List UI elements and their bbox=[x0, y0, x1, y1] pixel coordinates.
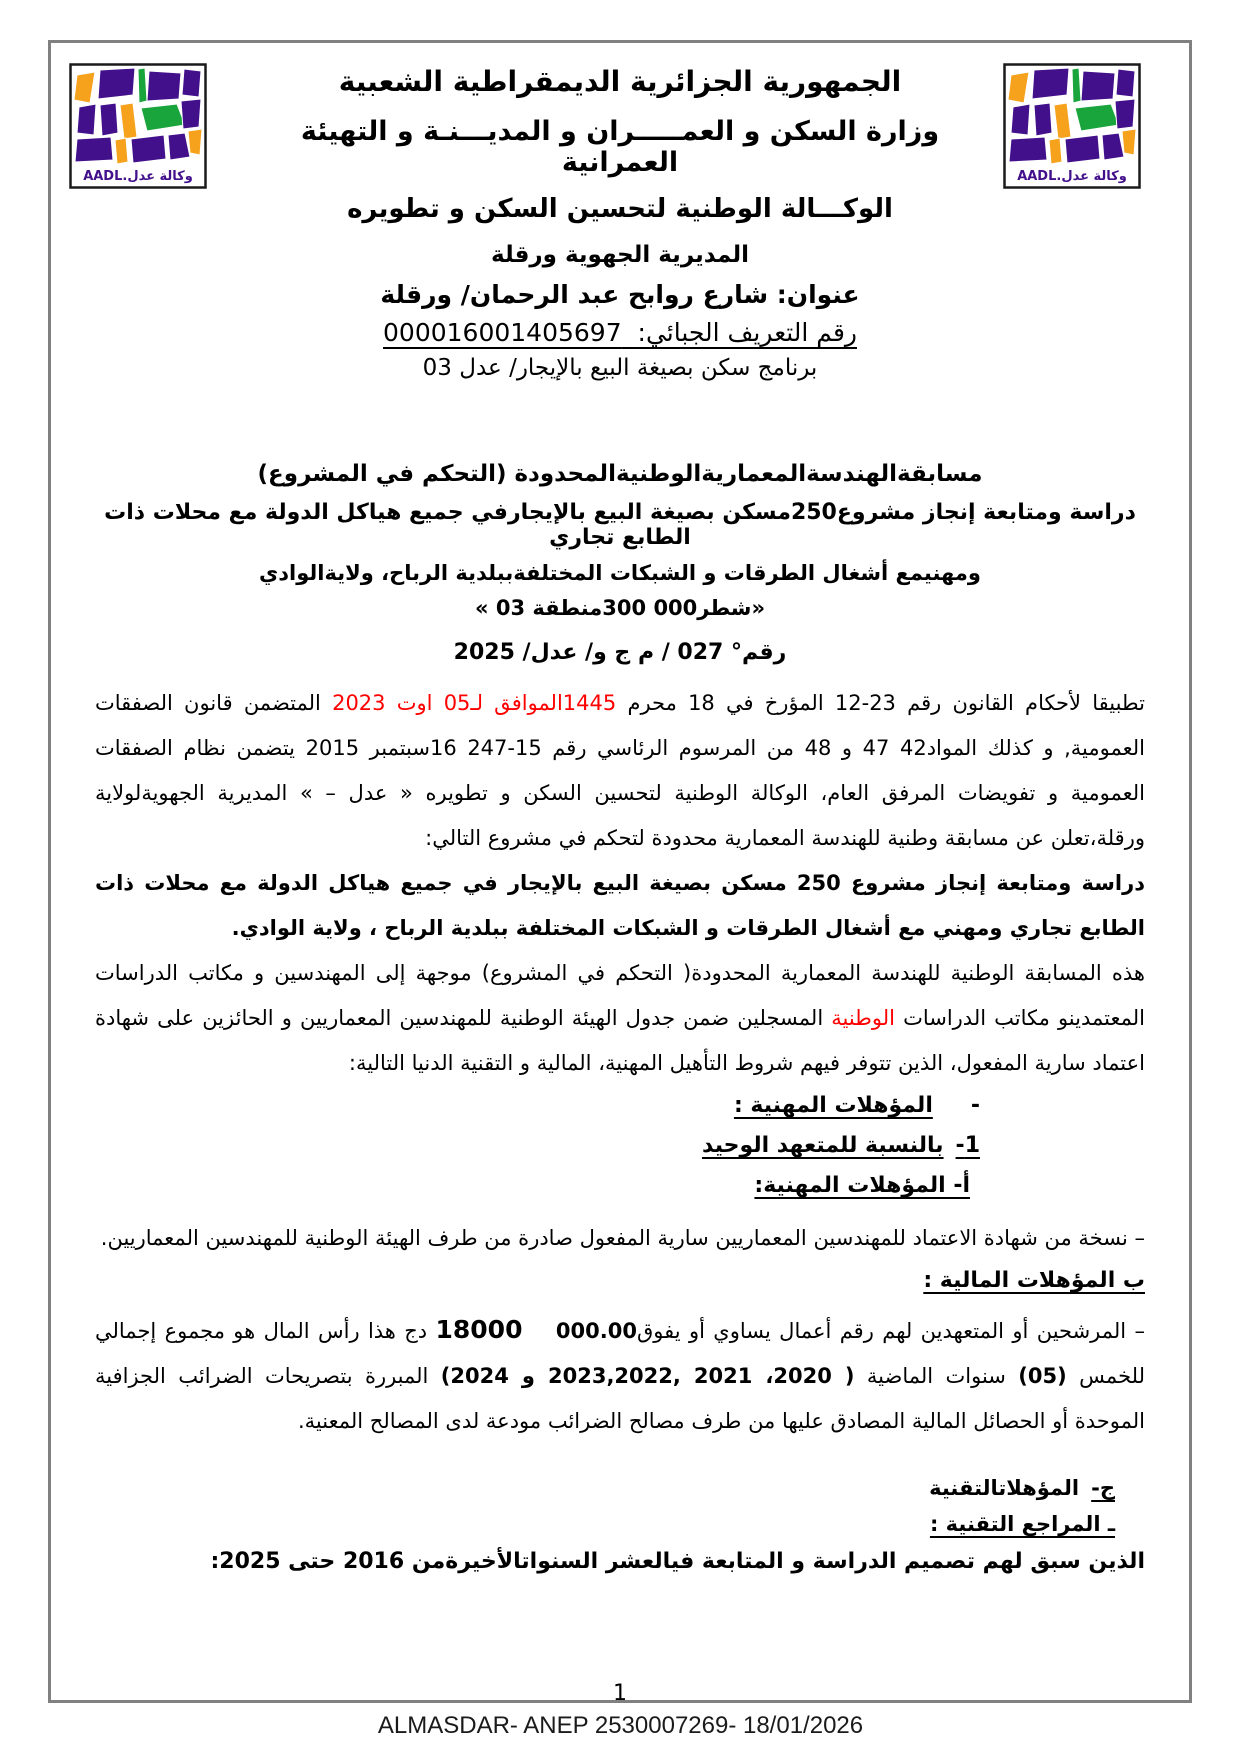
technical-section bbox=[95, 1470, 1145, 1582]
national-word-red: الوطنية bbox=[831, 1006, 895, 1030]
regional-directorate: المديرية الجهوية ورقلة bbox=[491, 242, 749, 268]
tax-id-line bbox=[245, 318, 995, 347]
sole-bidder-heading bbox=[95, 1126, 1145, 1166]
legal-intro-start: تطبيقا لأحكام القانون رقم 23-12 المؤرخ في 18 محرم bbox=[616, 691, 1145, 715]
section-b-heading bbox=[95, 1261, 1145, 1301]
document-border-frame bbox=[48, 40, 1192, 1703]
announcement-body bbox=[95, 681, 1145, 1582]
document-content bbox=[51, 43, 1189, 1703]
announcement-title-block bbox=[95, 461, 1145, 665]
sole-bidder-number: 1- bbox=[955, 1133, 980, 1158]
program-line: برنامج سكن بصيغة البيع بالإيجار/ عدل 03 bbox=[422, 355, 818, 381]
reference-number: رقم° 027 / م ج و/ عدل/ 2025 bbox=[453, 640, 787, 665]
turnover-clause-end: المبررة بتصريحات الضرائب الجزافية الموحدة أو الحصائل المالية المصادق عليها من طرف مصالح الضرائب مودعة لدى المصالح المعنية. bbox=[95, 1364, 1145, 1433]
tax-id-number: 000016001405697 bbox=[383, 318, 622, 347]
section-c-heading bbox=[95, 1470, 1145, 1506]
turnover-clause-start: – المرشحين أو المتعهدين لهم رقم أعمال يساوي أو يفوق bbox=[636, 1319, 1145, 1343]
legal-intro-paragraph bbox=[95, 681, 1145, 861]
aadl-logo-right bbox=[1003, 63, 1141, 189]
eligibility-start: هذه المسابقة الوطنية للهندسة المعمارية المحدودة( التحكم في المشروع) موجهة إلى المهندسين و مكاتب الدراسات المعتمدينو مكاتب الدراسات bbox=[95, 961, 1145, 1030]
project-subtitle-1: دراسة ومتابعة إنجاز مشروع250مسكن بصيغة البيع بالإيجارفي جميع هياكل الدولة مع محلات ذات الطابع تجاري bbox=[104, 500, 1136, 550]
amount-gap bbox=[522, 1319, 555, 1343]
section-c-mark: ج- bbox=[1091, 1476, 1115, 1500]
bullet-dash: - bbox=[970, 1093, 980, 1118]
tax-id-label: رقم التعريف الجبائي: bbox=[637, 318, 857, 347]
professional-qualifications-heading bbox=[95, 1086, 1145, 1126]
eligibility-paragraph bbox=[95, 951, 1145, 1086]
ministry-title: وزارة السكن و العمـــــران و المديـــنـة و التهيئة العمرانية bbox=[300, 116, 940, 178]
legal-intro-rest: المتضمن قانون الصفقات العمومية, و كذلك المواد42 47 و 48 من المرسوم الرئاسي رقم 15-247 16سبتمبر 2015 يتضمن نظام الصفقات العمومية و تفويضات المرفق العام، الوكالة الوطنية لتحسين السكن و تطويره « عدل – » المديرية الجهويةلولاية ورقلة،تعلن عن مسابقة وطنية للهندسة المعمارية محدودة لتحكم في مشروع التالي: bbox=[95, 691, 1145, 850]
section-a-label: أ- المؤهلات المهنية: bbox=[754, 1173, 970, 1198]
financial-requirement-paragraph bbox=[95, 1307, 1145, 1444]
eligibility-rest: المسجلين ضمن جدول الهيئة الوطنية للمهندسين المعماريين و الحائزين على شهادة اعتماد سارية المفعول، الذين تتوفر فيهم شروط التأهيل المهنية، المالية و التقنية الدنيا التالية: bbox=[95, 1006, 1145, 1075]
address-line: عنوان: شارع روابح عبد الرحمان/ ورقلة bbox=[380, 280, 860, 309]
technical-references-heading bbox=[95, 1506, 1145, 1542]
technical-references-criteria: الذين سبق لهم تصميم الدراسة و المتابعة فيالعشر السنواتالأخيرةمن 2016 حتى 2025: bbox=[210, 1549, 1145, 1574]
technical-references-label: ـ المراجع التقنية : bbox=[929, 1512, 1115, 1536]
turnover-amount-thousands: 18000 bbox=[435, 1315, 523, 1344]
competition-title: مسابقةالهندسةالمعماريةالوطنيةالمحدودة (التحكم في المشروع) bbox=[257, 461, 983, 487]
section-a-heading bbox=[95, 1166, 1145, 1206]
project-description-paragraph: دراسة ومتابعة إنجاز مشروع 250 مسكن بصيغة البيع بالإيجار في جميع هياكل الدولة مع محلات ذات الطابع تجاري ومهني مع أشغال الطرقات و الشبكات المختلفة ببلدية الرباح ، ولاية الوادي. bbox=[95, 871, 1145, 940]
turnover-clause-mid2: سنوات الماضية bbox=[854, 1364, 1019, 1388]
project-subtitle-2: ومهنيمع أشغال الطرقات و الشبكات المختلفةببلدية الرباح، ولايةالوادي bbox=[259, 561, 981, 585]
accreditation-requirement-paragraph: – نسخة من شهادة الاعتماد للمهندسين المعماريين سارية المفعول صادرة من طرف الهيئة الوطنية للمهندسين المعماريين. bbox=[100, 1226, 1145, 1250]
aadl-logo-caption: وكالة عدل.AADL bbox=[1017, 169, 1127, 184]
section-b-label: ب المؤهلات المالية : bbox=[923, 1268, 1145, 1293]
letterhead bbox=[245, 65, 995, 381]
years-list: ( 2020، 2021 ,2023,2022 و 2024) bbox=[440, 1364, 855, 1388]
sole-bidder-label: بالنسبة للمتعهد الوحيد bbox=[701, 1133, 944, 1158]
turnover-amount-decimals: 000.00 bbox=[555, 1319, 637, 1343]
republic-title: الجمهورية الجزائرية الديمقراطية الشعبية bbox=[338, 65, 902, 98]
aadl-logo-left bbox=[69, 63, 207, 189]
page-number: 1 bbox=[613, 1681, 627, 1703]
years-count: (05) bbox=[1018, 1364, 1067, 1388]
professional-qualifications-label: المؤهلات المهنية : bbox=[733, 1093, 933, 1118]
agency-title: الوكـــالة الوطنية لتحسين السكن و تطويره bbox=[347, 194, 893, 224]
aadl-logo-caption: وكالة عدل.AADL bbox=[83, 169, 193, 184]
hijri-date-red: 1445الموافق لـ05 اوت 2023 bbox=[332, 691, 617, 715]
section-c-label: المؤهلاتالتقنية bbox=[929, 1476, 1080, 1500]
tranche-line: «شطر000 300منطقة 03 » bbox=[474, 596, 766, 620]
anep-reference: ALMASDAR- ANEP 2530007269- 18/01/2026 bbox=[377, 1712, 864, 1739]
turnover-clause-mid: دج هذا رأس المال هو مجموع إجمالي للخمس bbox=[95, 1319, 1145, 1388]
